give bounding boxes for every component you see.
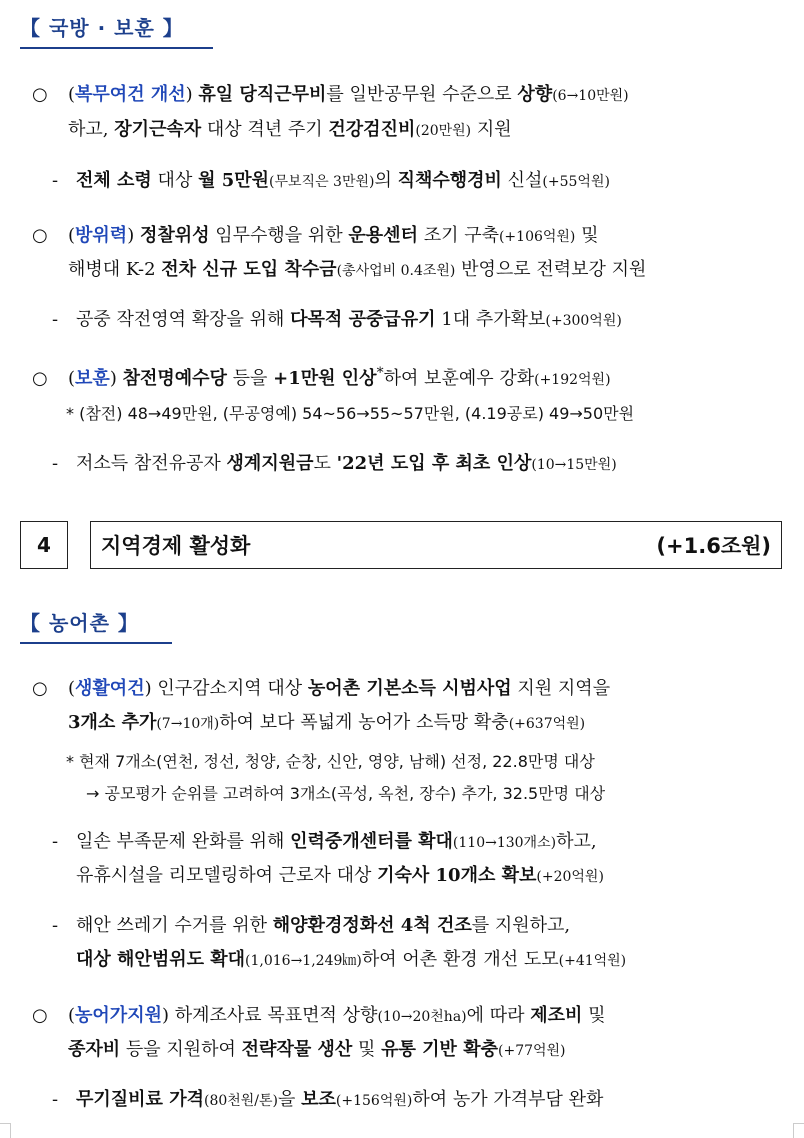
- bullet-circle: ○: [32, 225, 48, 246]
- section-number-box: 4: [20, 521, 68, 569]
- dash-marker: -: [52, 831, 59, 852]
- paragraph-living-conditions: ○ (생활여건) 인구감소지역 대상 농어촌 기본소득 시범사업 지원 지역을: [32, 678, 611, 699]
- bullet-circle: ○: [32, 84, 48, 105]
- page-corner-mark: [0, 1123, 11, 1138]
- footnote-additional-regions: → 공모평가 순위를 고려하여 3개소(곡성, 옥천, 장수) 추가, 32.5만명 대상: [86, 784, 606, 803]
- section-heading-defense: 【 국방 · 보훈 】: [20, 16, 184, 40]
- paragraph-line: 하고, 장기근속자 대상 격년 주기 건강검진비(20만원) 지원: [68, 119, 512, 140]
- footnote-current-regions: * 현재 7개소(연천, 정선, 청양, 순창, 신안, 영양, 남해) 선정, 22.8만명 대상: [66, 752, 595, 771]
- section-underline: [20, 47, 213, 49]
- paragraph-service-conditions: ○ (복무여건 개선) 휴일 당직근무비를 일반공무원 수준으로 상향(6→10만원): [32, 84, 629, 105]
- category-tag: 생활여건: [75, 678, 145, 699]
- paragraph-line: 유휴시설을 리모델링하여 근로자 대상 기숙사 10개소 확보(+20억원): [76, 865, 604, 886]
- dash-marker: -: [52, 453, 59, 474]
- category-tag: 농어가지원: [75, 1005, 162, 1026]
- sub-item-tanker: - 공중 작전영역 확장을 위해 다목적 공중급유기 1대 추가확보(+300억원): [52, 309, 622, 330]
- sub-item-living-support: - 저소득 참전유공자 생계지원금도 '22년 도입 후 최초 인상(10→15만원): [52, 453, 617, 474]
- dash-marker: -: [52, 170, 59, 191]
- category-tag: 보훈: [75, 368, 110, 389]
- paragraph-defense-capability: ○ (방위력) 정찰위성 임무수행을 위한 운용센터 조기 구축(+106억원) 및: [32, 225, 599, 246]
- sub-item-labor-center: - 일손 부족문제 완화를 위해 인력중개센터를 확대(110→130개소)하고,: [52, 831, 597, 852]
- paragraph-veterans: ○ (보훈) 참전명예수당 등을 +1만원 인상*하여 보훈예우 강화(+192억원): [32, 365, 611, 389]
- footnote-allowances: * (참전) 48→49만원, (무공영예) 54~56→55~57만원, (4.19공로) 49→50만원: [66, 404, 635, 423]
- page-corner-mark: [793, 1123, 804, 1138]
- section-underline: [20, 642, 172, 644]
- paragraph-line: 3개소 추가(7→10개)하여 보다 폭넓게 농어가 소득망 확충(+637억원): [68, 712, 586, 733]
- paragraph-line: 종자비 등을 지원하여 전략작물 생산 및 유통 기반 확충(+77억원): [68, 1039, 566, 1060]
- section-amount: (+1.6조원): [656, 534, 771, 558]
- section-title: 지역경제 활성화: [101, 534, 251, 558]
- section-title-box: [90, 521, 782, 569]
- bullet-circle: ○: [32, 1005, 48, 1026]
- bullet-circle: ○: [32, 368, 48, 389]
- category-tag: 방위력: [75, 225, 128, 246]
- paragraph-line: 대상 해안범위도 확대(1,016→1,249㎞)하여 어촌 환경 개선 도모(+41억원): [76, 949, 627, 970]
- bullet-circle: ○: [32, 678, 48, 699]
- paragraph-line: 해병대 K-2 전차 신규 도입 착수금(총사업비 0.4조원) 반영으로 전력보강 지원: [68, 259, 647, 280]
- dash-marker: -: [52, 309, 59, 330]
- section-heading-rural: 【 농어촌 】: [20, 611, 139, 635]
- sub-item-marine-cleanup: - 해안 쓰레기 수거를 위한 해양환경정화선 4척 건조를 지원하고,: [52, 915, 571, 936]
- paragraph-farmer-support: ○ (농어가지원) 하계조사료 목표면적 상향(10→20천ha)에 따라 제조비 및: [32, 1005, 606, 1026]
- sub-item-major-allowance: - 전체 소령 대상 월 5만원(무보직은 3만원)의 직책수행경비 신설(+55억원): [52, 170, 610, 191]
- dash-marker: -: [52, 915, 59, 936]
- sub-item-fertilizer: - 무기질비료 가격(80천원/톤)을 보조(+156억원)하여 농가 가격부담 완화: [52, 1089, 604, 1110]
- dash-marker: -: [52, 1089, 59, 1110]
- category-tag: 복무여건 개선: [75, 84, 186, 105]
